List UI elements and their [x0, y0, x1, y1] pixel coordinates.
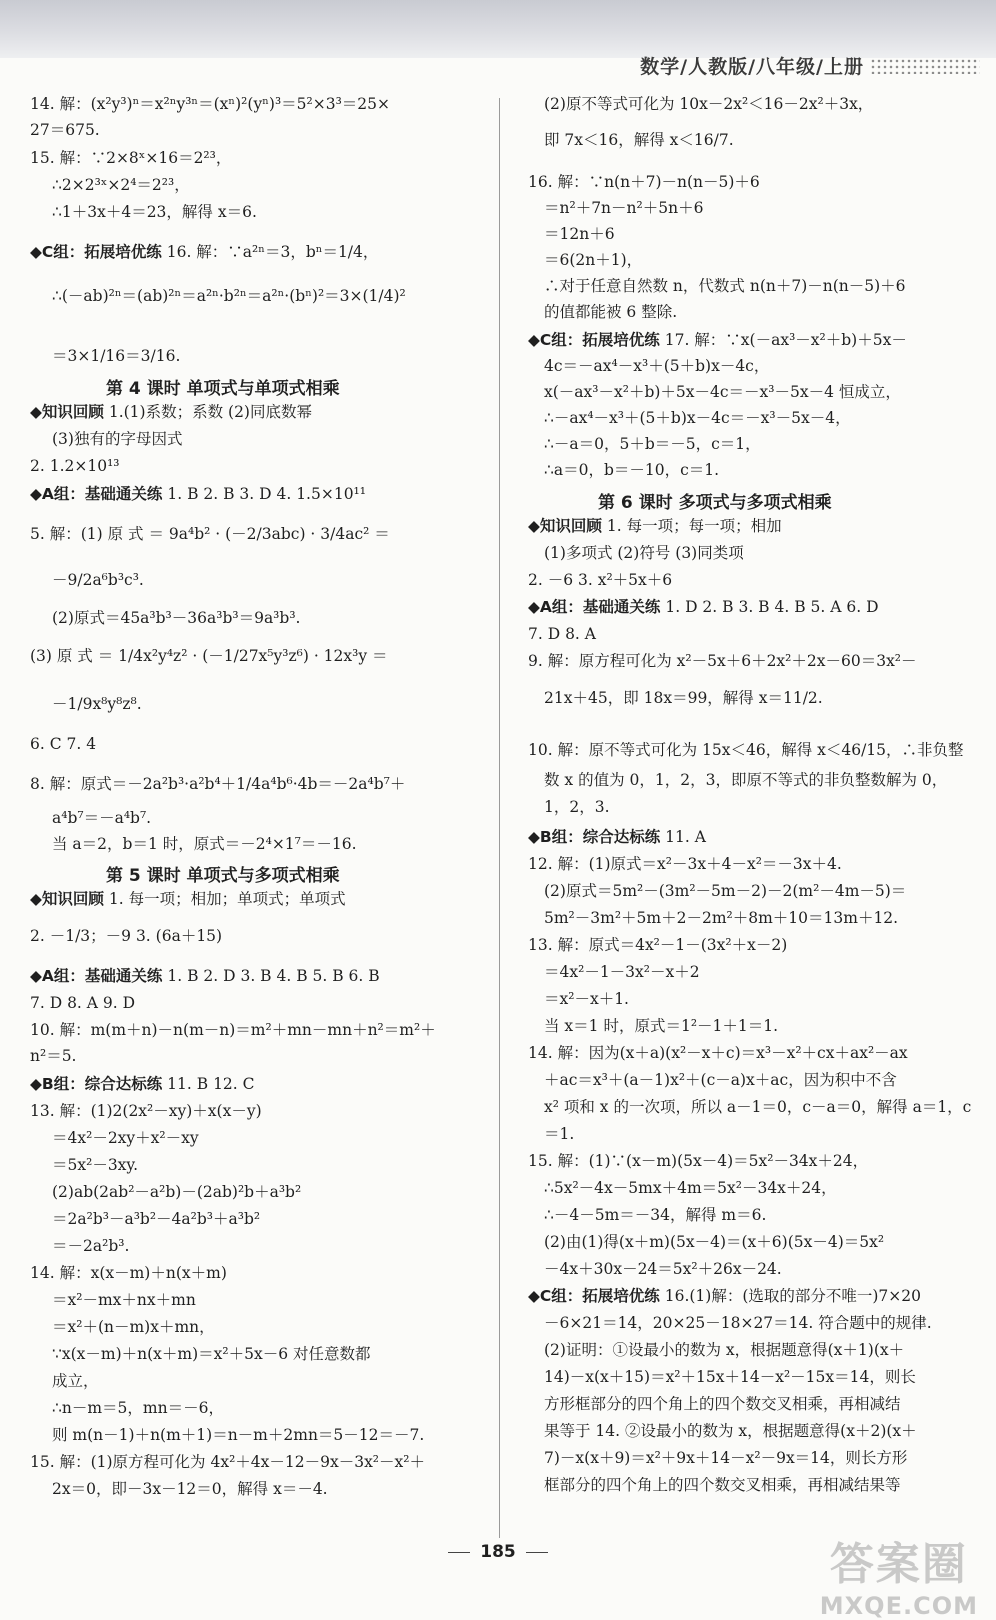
text-line: ◆知识回顾 1. 每一项；每一项；相加	[528, 517, 782, 535]
text-line: ◆A组：基础通关练 1. D 2. B 3. B 4. B 5. A 6. D	[528, 598, 879, 616]
text-line: ∴n－m＝5，mn＝－6，	[52, 1399, 224, 1417]
text-line: 5m²－3m²＋5m＋2－2m²＋8m＋10＝13m＋12.	[544, 909, 899, 927]
text-line: ◆C组：拓展培优练 16. 解：∵a²ⁿ＝3，bⁿ＝1/4，	[30, 243, 379, 261]
text-line: 当 x＝1 时，原式＝1²－1＋1＝1.	[544, 1017, 779, 1035]
text-line: 5. 解：(1) 原 式 ＝ 9a⁴b² · (－2/3abc) · 3/4ac² ＝	[30, 525, 390, 543]
text-line: ∴－a＝0，5＋b＝－5，c＝1，	[544, 435, 761, 453]
text-line: (2)证明：①设最小的数为 x，根据题意得(x＋1)(x＋	[544, 1341, 905, 1359]
text-line: (2)原式＝45a³b³－36a³b³＝9a³b³.	[52, 609, 301, 627]
text-line: ◆C组：拓展培优练 17. 解：∵x(－ax³－x²＋b)＋5x－	[528, 331, 907, 349]
text-line: 2. －1/3；－9 3. (6a＋15)	[30, 927, 223, 945]
text-line: 13. 解：原式＝4x²－1－(3x²＋x－2)	[528, 936, 788, 954]
lesson-heading: 第 5 课时 单项式与多项式相乘	[106, 866, 340, 886]
text-line: 当 a＝2，b＝1 时，原式＝－2⁴×1⁷＝－16.	[52, 835, 357, 853]
text-line: (2)由(1)得(x＋m)(5x－4)＝(x＋6)(5x－4)＝5x²	[544, 1233, 885, 1251]
header-title: 数学/人教版/八年级/上册	[640, 56, 864, 78]
text-line: ∴－ax⁴－x³＋(5＋b)x－4c＝－x³－5x－4，	[544, 409, 851, 427]
text-line: 数 x 的值为 0，1，2，3，即原不等式的非负整数解为 0，	[544, 771, 948, 789]
text-line: ＝12n＋6	[544, 225, 615, 243]
text-line: ＝6(2n＋1)，	[544, 251, 643, 269]
text-line: 15. 解：(1)∵(x－m)(5x－4)＝5x²－34x＋24，	[528, 1152, 869, 1170]
text-line: n²＝5.	[30, 1047, 77, 1065]
text-line: ∴5x²－4x－5mx＋4m＝5x²－34x＋24，	[544, 1179, 837, 1197]
text-line: (1)多项式 (2)符号 (3)同类项	[544, 544, 744, 562]
text-line: (3)独有的字母因式	[52, 430, 183, 448]
text-line: ＝4x²－1－3x²－x＋2	[544, 963, 700, 981]
text-line: 则 m(n－1)＋n(m＋1)＝n－m＋2mn＝5－12＝－7.	[52, 1426, 425, 1444]
text-line: 2x＝0，即－3x－12＝0，解得 x＝－4.	[52, 1480, 328, 1498]
text-line: ＝x²－x＋1.	[544, 990, 629, 1008]
text-line: 14)－x(x＋15)＝x²＋15x＋14－x²－15x＝14，则长	[544, 1368, 916, 1386]
text-line: ＝－2a²b³.	[52, 1237, 130, 1255]
text-line: ∴对于任意自然数 n，代数式 n(n＋7)－n(n－5)＋6	[544, 277, 906, 295]
text-line: ◆A组：基础通关练 1. B 2. D 3. B 4. B 5. B 6. B	[30, 967, 380, 985]
text-line: 12. 解：(1)原式＝x²－3x＋4－x²＝－3x＋4.	[528, 855, 842, 873]
text-line: ◆知识回顾 1.(1)系数；系数 (2)同底数幂	[30, 403, 312, 421]
text-line: ＝x²＋(n－m)x＋mn，	[52, 1318, 215, 1336]
lesson-heading: 第 4 课时 单项式与单项式相乘	[106, 379, 340, 399]
text-line: ∴a＝0，b＝－10，c＝1.	[544, 461, 720, 479]
text-line: 6. C 7. 4	[30, 735, 97, 753]
text-line: 1，2，3.	[544, 798, 610, 816]
text-line: 15. 解：∵2×8ˣ×16＝2²³，	[30, 149, 232, 167]
text-line: ＝3×1/16＝3/16.	[52, 347, 181, 365]
text-line: ＝2a²b³－a³b²－4a²b³＋a³b²	[52, 1210, 261, 1228]
text-line: ◆C组：拓展培优练 16.(1)解：(选取的部分不唯一)7×20	[528, 1287, 921, 1305]
text-line: 成立，	[52, 1372, 99, 1390]
text-line: ∴－4－5m＝－34，解得 m＝6.	[544, 1206, 767, 1224]
text-line: 2. 1.2×10¹³	[30, 457, 120, 475]
text-line: 9. 解：原方程可化为 x²－5x＋6＋2x²＋2x－60＝3x²－	[528, 652, 917, 670]
text-line: 10. 解：原不等式可化为 15x＜46，解得 x＜46/15，∴非负整	[528, 741, 964, 759]
text-line: ∵x(x－m)＋n(x＋m)＝x²＋5x－6 对任意数都	[52, 1345, 371, 1363]
page-number: 185	[0, 1542, 996, 1562]
text-line: x(－ax³－x²＋b)＋5x－4c＝－x³－5x－4 恒成立，	[544, 383, 901, 401]
text-line: x² 项和 x 的一次项，所以 a－1＝0，c－a＝0，解得 a＝1，c	[544, 1098, 972, 1116]
text-line: 27＝675.	[30, 121, 100, 139]
text-line: 21x＋45，即 18x＝99，解得 x＝11/2.	[544, 689, 823, 707]
header-dots	[870, 58, 980, 74]
text-line: 即 7x＜16，解得 x＜16/7.	[544, 131, 734, 149]
text-line: (2)ab(2ab²－a²b)－(2ab)²b＋a³b²	[52, 1183, 302, 1201]
text-line: 7. D 8. A	[528, 625, 596, 643]
text-line: (3) 原 式 ＝ 1/4x²y⁴z² · (－1/27x⁵y³z⁶) · 12x³y ＝	[30, 647, 388, 665]
text-line: ＝x²－mx＋nx＋mn	[52, 1291, 196, 1309]
text-line: ◆知识回顾 1. 每一项；相加；单项式；单项式	[30, 890, 346, 908]
text-line: 15. 解：(1)原方程可化为 4x²＋4x－12－9x－3x²－x²＋	[30, 1453, 425, 1471]
text-line: ◆B组：综合达标练 11. B 12. C	[30, 1075, 255, 1093]
text-line: 16. 解：∵n(n＋7)－n(n－5)＋6	[528, 173, 760, 191]
text-line: ＝1.	[544, 1125, 575, 1143]
text-line: 14. 解：(x²y³)ⁿ＝x²ⁿy³ⁿ＝(xⁿ)²(yⁿ)³＝5²×3³＝25×	[30, 95, 391, 113]
text-line: －6×21＝14，20×25－18×27＝14. 符合题中的规律.	[544, 1314, 932, 1332]
text-line: ◆B组：综合达标练 11. A	[528, 828, 706, 846]
text-line: 果等于 14. ②设最小的数为 x，根据题意得(x＋2)(x＋	[544, 1422, 917, 1440]
text-line: ∴2×2³ˣ×2⁴＝2²³，	[52, 176, 190, 194]
text-line: ＝5x²－3xy.	[52, 1156, 139, 1174]
text-line: (2)原式＝5m²－(3m²－5m－2)－2(m²－4m－5)＝	[544, 882, 907, 900]
text-line: 14. 解：因为(x＋a)(x²－x＋c)＝x³－x²＋cx＋ax²－ax	[528, 1044, 908, 1062]
text-line: ＝n²＋7n－n²＋5n＋6	[544, 199, 704, 217]
text-line: a⁴b⁷＝－a⁴b⁷.	[52, 809, 152, 827]
text-line: 7)－x(x＋9)＝x²＋9x＋14－x²－9x＝14，则长方形	[544, 1449, 908, 1467]
text-line: 13. 解：(1)2(2x²－xy)＋x(x－y)	[30, 1102, 262, 1120]
text-line: －4x＋30x－24＝5x²＋26x－24.	[544, 1260, 782, 1278]
text-line: ◆A组：基础通关练 1. B 2. B 3. D 4. 1.5×10¹¹	[30, 485, 366, 503]
text-line: ＋ac＝x³＋(a－1)x²＋(c－a)x＋ac，因为积中不含	[544, 1071, 897, 1089]
text-line: ∴(－ab)²ⁿ＝(ab)²ⁿ＝a²ⁿ·b²ⁿ＝a²ⁿ·(bⁿ)²＝3×(1/4)²	[52, 287, 406, 305]
text-line: ＝4x²－2xy＋x²－xy	[52, 1129, 199, 1147]
text-line: －9/2a⁶b³c³.	[52, 571, 144, 589]
lesson-heading: 第 6 课时 多项式与多项式相乘	[598, 493, 832, 513]
text-line: 14. 解：x(x－m)＋n(x＋m)	[30, 1264, 227, 1282]
column-divider	[499, 98, 500, 1538]
header-band	[0, 0, 996, 58]
text-line: 8. 解：原式＝－2a²b³·a²b⁴＋1/4a⁴b⁶·4b＝－2a⁴b⁷＋	[30, 775, 406, 793]
text-line: 4c＝－ax⁴－x³＋(5＋b)x－4c，	[544, 357, 770, 375]
watermark-logo: 答案圈 MXQE.COM	[819, 1539, 978, 1620]
text-line: 10. 解：m(m＋n)－n(m－n)＝m²＋mn－mn＋n²＝m²＋	[30, 1021, 436, 1039]
text-line: 框部分的四个角上的四个数交叉相乘，再相减结果等	[544, 1476, 901, 1494]
text-line: 2. －6 3. x²＋5x＋6	[528, 571, 673, 589]
text-line: －1/9x⁸y⁸z⁸.	[52, 695, 142, 713]
text-line: (2)原不等式可化为 10x－2x²＜16－2x²＋3x，	[544, 95, 874, 113]
text-line: ∴1＋3x＋4＝23，解得 x＝6.	[52, 203, 257, 221]
text-line: 的值都能被 6 整除.	[544, 303, 678, 321]
text-line: 方形框部分的四个角上的四个数交叉相乘，再相减结	[544, 1395, 901, 1413]
text-line: 7. D 8. A 9. D	[30, 994, 136, 1012]
